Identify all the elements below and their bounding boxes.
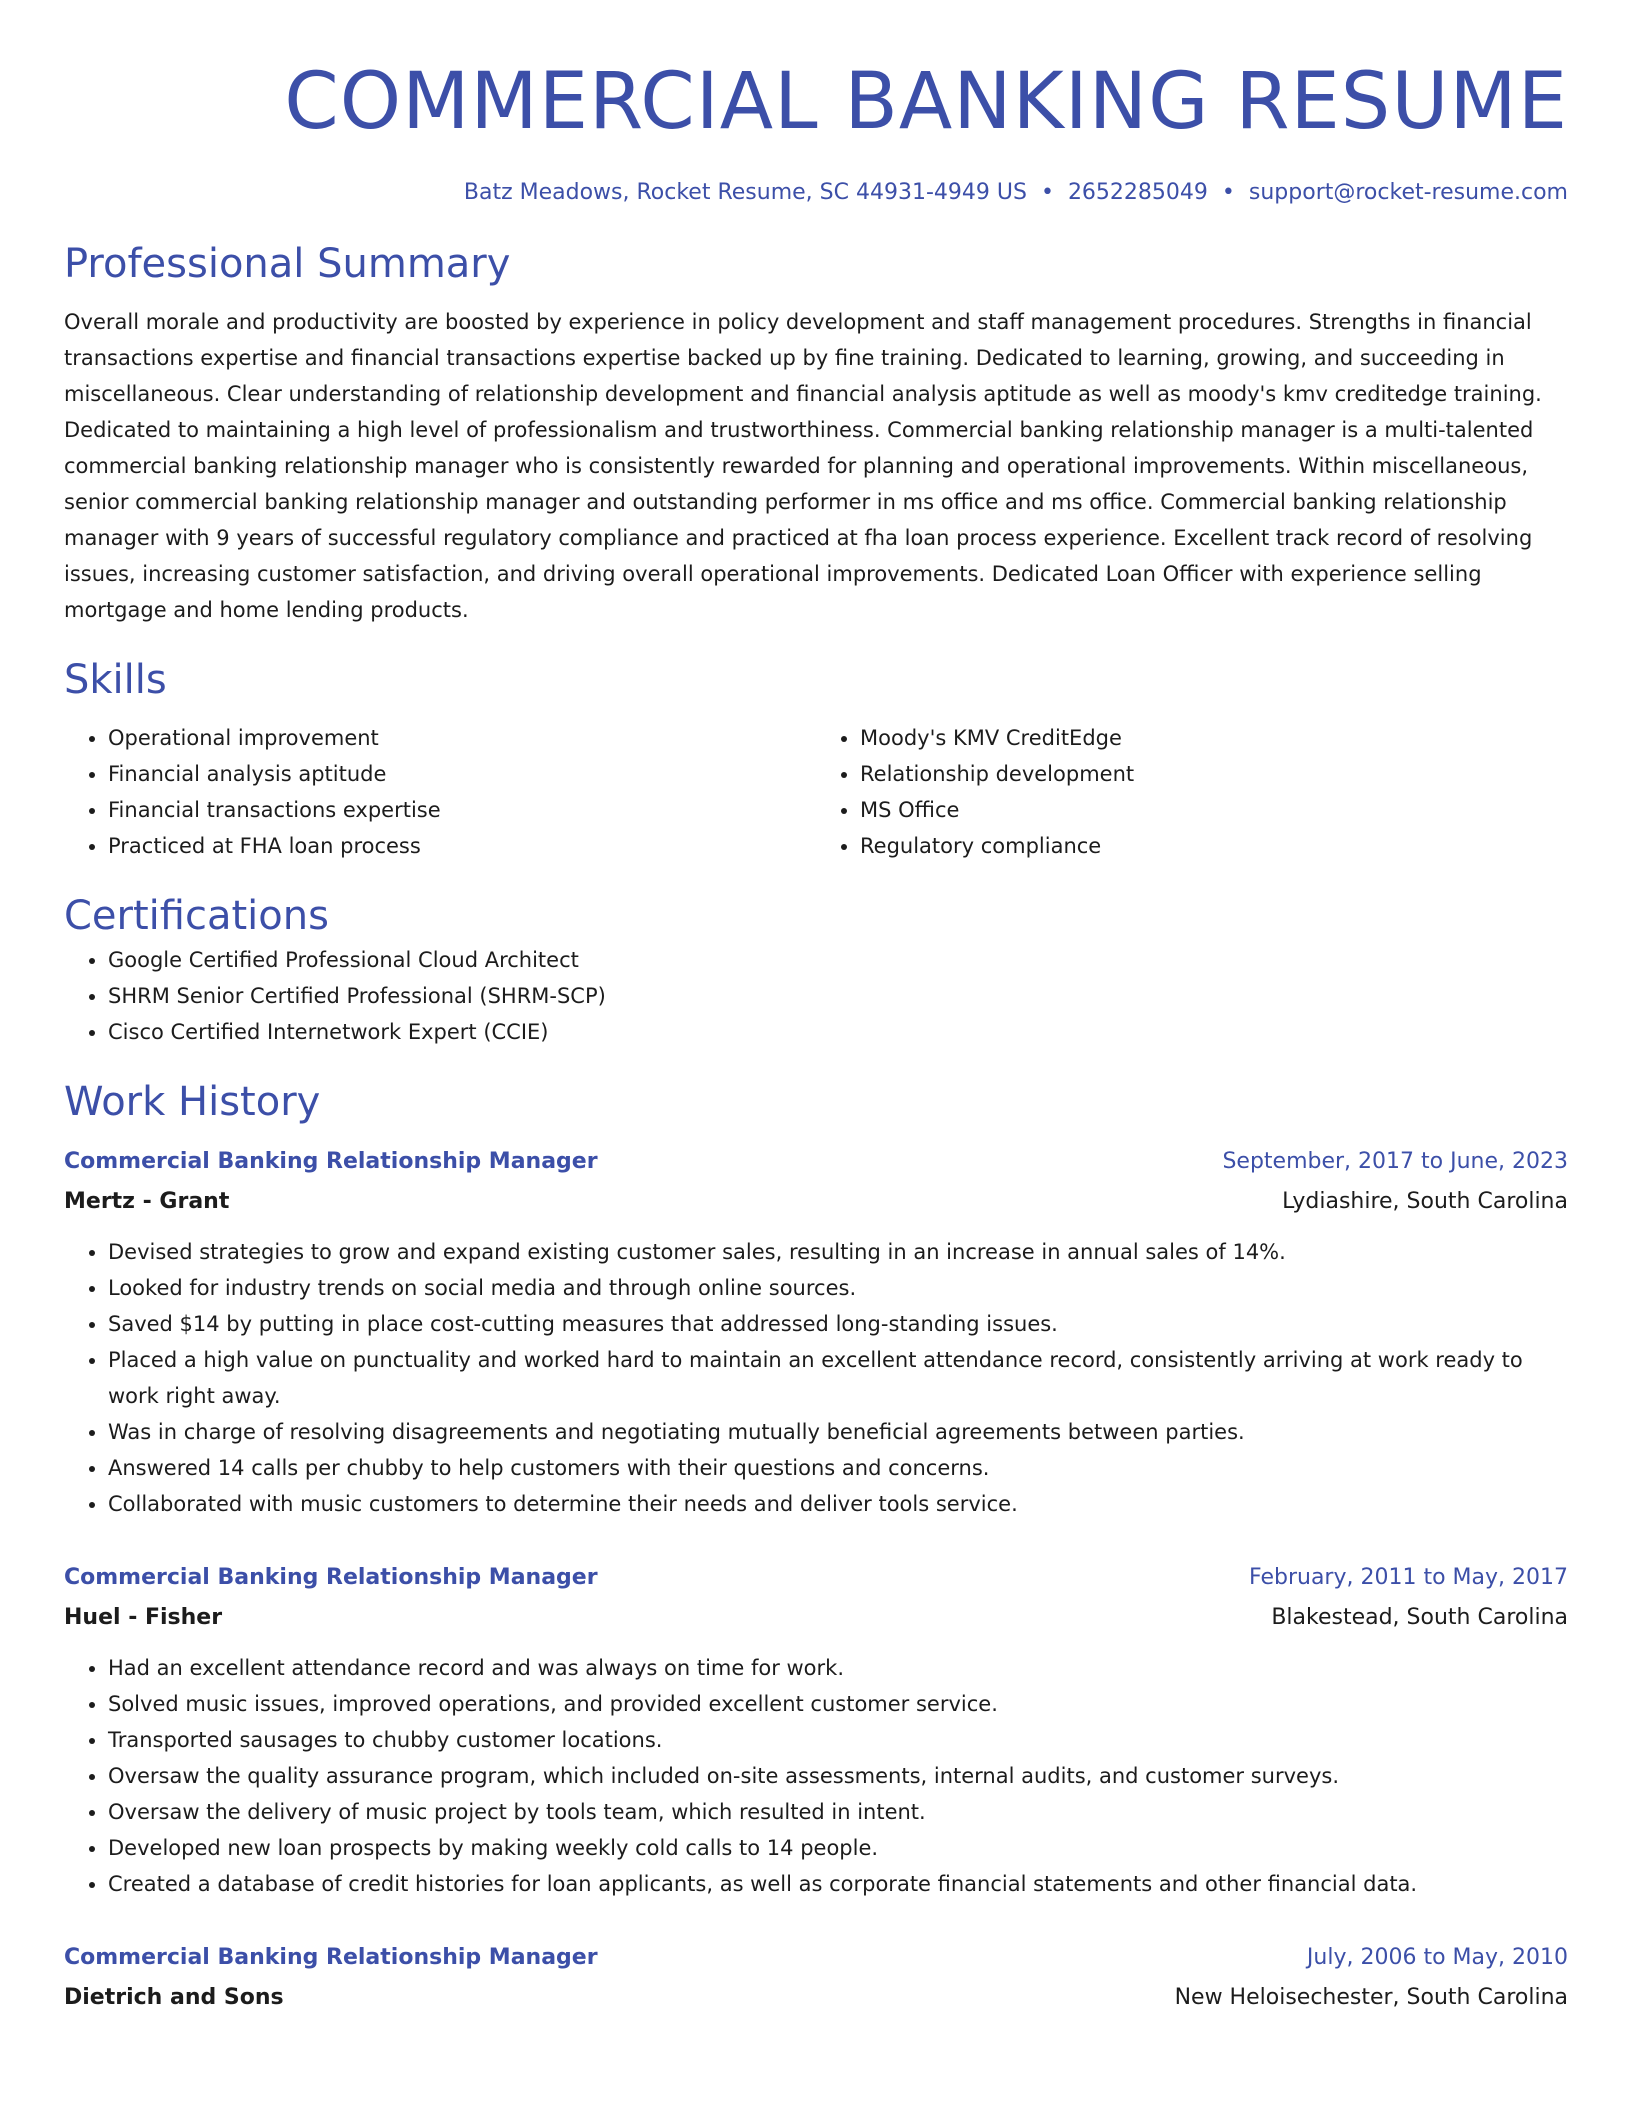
job-duty: • Answered 14 calls per chubby to help customers with their questions and concerns.	[108, 1450, 1568, 1486]
contact-email: support@rocket-resume.com	[1248, 180, 1568, 205]
work-history-heading: Work History	[64, 1079, 321, 1125]
skill-item: • Practiced at FHA loan process	[108, 828, 816, 864]
skill-item: • Moody's KMV CreditEdge	[860, 720, 1568, 756]
job-duty: • Was in charge of resolving disagreements and negotiating mutually beneficial agreements between parties.	[108, 1414, 1568, 1450]
job-title: Commercial Banking Relationship Manager	[64, 1149, 598, 1174]
job-duty: • Saved $14 by putting in place cost-cutting measures that addressed long-standing issues.	[108, 1306, 1568, 1342]
skills-column-left	[64, 720, 816, 864]
job-location: Lydiashire, South Carolina	[1282, 1189, 1568, 1214]
job-company-row	[64, 1182, 1568, 1222]
job-company: Mertz - Grant	[64, 1189, 230, 1214]
job-duty: • Devised strategies to grow and expand existing customer sales, resulting in an increase in annual sales of 14%.	[108, 1234, 1568, 1270]
job-title: Commercial Banking Relationship Manager	[64, 1565, 598, 1590]
job-company: Huel - Fisher	[64, 1605, 223, 1630]
job-location: New Heloisechester, South Carolina	[1174, 1985, 1568, 2010]
job-duty: • Transported sausages to chubby customer locations.	[108, 1722, 1568, 1758]
job-duty: • Oversaw the quality assurance program, which included on-site assessments, internal audits, and customer surveys.	[108, 1758, 1568, 1794]
resume-header	[64, 52, 1568, 208]
job-duty: • Looked for industry trends on social media and through online sources.	[108, 1270, 1568, 1306]
job-duty: • Oversaw the delivery of music project by tools team, which resulted in intent.	[108, 1794, 1568, 1830]
job-company-row	[64, 1978, 1568, 2018]
certifications-heading: Certifications	[64, 893, 329, 939]
resume-title: COMMERCIAL BANKING RESUME	[284, 57, 1568, 147]
skill-item: • Financial transactions expertise	[108, 792, 816, 828]
certification-item: • Cisco Certified Internetwork Expert (CCIE)	[108, 1014, 1568, 1050]
summary-heading: Professional Summary	[64, 241, 511, 287]
contact-phone: 2652285049	[1067, 180, 1208, 205]
job-duty: • Collaborated with music customers to determine their needs and deliver tools service.	[108, 1486, 1568, 1522]
certifications-list	[64, 942, 1568, 1050]
job-entry	[64, 1558, 1568, 1902]
skills-heading: Skills	[64, 657, 167, 703]
skill-item: • Financial analysis aptitude	[108, 756, 816, 792]
job-title-row	[64, 1558, 1568, 1598]
job-entry	[64, 1938, 1568, 2018]
certification-item: • SHRM Senior Certified Professional (SHRM-SCP)	[108, 978, 1568, 1014]
job-duty: • Developed new loan prospects by making weekly cold calls to 14 people.	[108, 1830, 1568, 1866]
skills-list	[64, 720, 1568, 864]
job-company-row	[64, 1598, 1568, 1638]
job-title-row	[64, 1938, 1568, 1978]
skill-item: • Relationship development	[860, 756, 1568, 792]
job-entry	[64, 1142, 1568, 1522]
skills-column-right	[816, 720, 1568, 864]
contact-separator: •	[1221, 180, 1235, 205]
job-duties-list	[64, 1650, 1568, 1902]
skill-item: • Regulatory compliance	[860, 828, 1568, 864]
contact-line	[64, 178, 1568, 208]
job-duties-list	[64, 1234, 1568, 1522]
skill-item: • MS Office	[860, 792, 1568, 828]
contact-address: Batz Meadows, Rocket Resume, SC 44931-4949 US	[463, 180, 1027, 205]
job-dates: July, 2006 to May, 2010	[1306, 1945, 1568, 1970]
skill-item: • Operational improvement	[108, 720, 816, 756]
contact-separator: •	[1040, 180, 1054, 205]
job-duty: • Placed a high value on punctuality and worked hard to maintain an excellent attendance record, consistently arriving at work ready to work right away.	[108, 1342, 1568, 1414]
job-duty: • Solved music issues, improved operations, and provided excellent customer service.	[108, 1686, 1568, 1722]
job-title-row	[64, 1142, 1568, 1182]
job-dates: September, 2017 to June, 2023	[1222, 1149, 1568, 1174]
job-company: Dietrich and Sons	[64, 1985, 284, 2010]
job-title: Commercial Banking Relationship Manager	[64, 1945, 598, 1970]
job-duty: • Had an excellent attendance record and was always on time for work.	[108, 1650, 1568, 1686]
certification-item: • Google Certified Professional Cloud Architect	[108, 942, 1568, 978]
job-location: Blakestead, South Carolina	[1271, 1605, 1568, 1630]
summary-text: Overall morale and productivity are boosted by experience in policy development and staff management procedures. Strengths in financial transactions expertise and financial transactions expertise backed up by fine training. Dedicated to learning, growing, and succeeding in miscellaneous. Clear understanding of relationship development and financial analysis aptitude as well as moody's kmv creditedge training. Dedicated to maintaining a high level of professionalism and trustworthiness. Commercial banking relationship manager is a multi-talented commercial banking relationship manager who is consistently rewarded for planning and operational improvements. Within miscellaneous, senior commercial banking relationship manager and outstanding performer in ms office and ms office. Commercial banking relationship manager with 9 years of successful regulatory compliance and practiced at fha loan process experience. Excellent track record of resolving issues, increasing customer satisfaction, and driving overall operational improvements. Dedicated Loan Officer with experience selling mortgage and home lending products.	[64, 310, 1542, 622]
job-duty: • Created a database of credit histories for loan applicants, as well as corporate financial statements and other financial data.	[108, 1866, 1568, 1902]
job-dates: February, 2011 to May, 2017	[1249, 1565, 1568, 1590]
